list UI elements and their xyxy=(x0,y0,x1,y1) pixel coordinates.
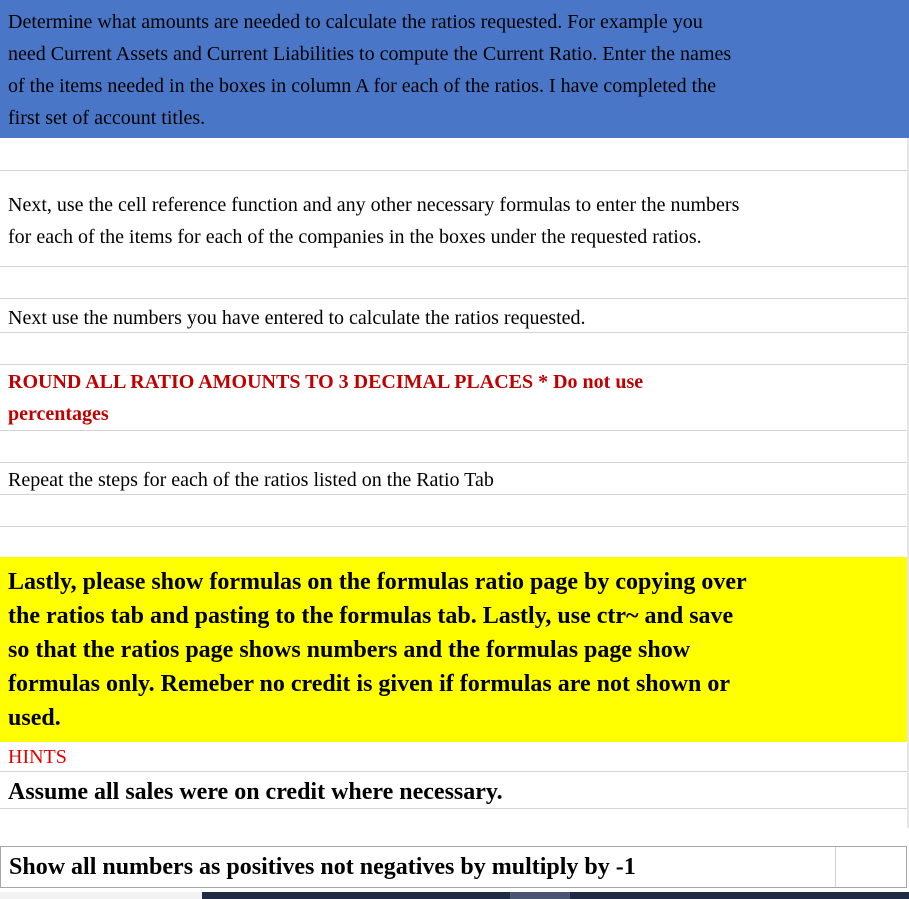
positive-hint-text: Show all numbers as positives not negatives by multiply by -1 xyxy=(9,854,636,880)
lastly-line: so that the ratios page shows numbers and the formulas page show xyxy=(8,637,691,663)
gridline xyxy=(0,298,909,299)
lastly-line: Lastly, please show formulas on the formulas ratio page by copying over xyxy=(8,569,747,595)
gridline xyxy=(0,364,909,365)
gridline xyxy=(0,494,909,495)
gridline xyxy=(0,266,909,267)
intro-line: of the items needed in the boxes in column A for each of the ratios. I have completed the xyxy=(8,75,717,97)
intro-line: Determine what amounts are needed to calculate the ratios requested. For example you xyxy=(8,11,703,33)
intro-line: need Current Assets and Current Liabilities to compute the Current Ratio. Enter the names xyxy=(8,43,732,65)
step-two-instruction-cell[interactable] xyxy=(0,189,909,253)
gridline xyxy=(0,462,909,463)
gridline xyxy=(0,332,909,333)
credit-hint-cell[interactable]: Assume all sales were on credit where necessary. xyxy=(8,779,503,805)
step-three-instruction-cell[interactable]: Next use the numbers you have entered to calculate the ratios requested. xyxy=(8,307,586,329)
lastly-line: used. xyxy=(8,705,61,731)
gridline xyxy=(0,771,909,772)
rounding-line: ROUND ALL RATIO AMOUNTS TO 3 DECIMAL PLACES * Do not use xyxy=(8,371,644,393)
gridline xyxy=(0,170,909,171)
step-two-line: Next, use the cell reference function and any other necessary formulas to enter the numbers xyxy=(8,194,740,216)
intro-line: first set of account titles. xyxy=(8,107,206,129)
repeat-instruction-cell[interactable]: Repeat the steps for each of the ratios listed on the Ratio Tab xyxy=(8,469,494,491)
lastly-line: the ratios tab and pasting to the formulas tab. Lastly, use ctr~ and save xyxy=(8,603,734,629)
hints-label-cell[interactable]: HINTS xyxy=(8,746,67,768)
gridline xyxy=(0,526,909,527)
intro-instructions-cell[interactable] xyxy=(0,0,909,138)
rounding-instruction-cell[interactable] xyxy=(0,366,909,430)
positive-numbers-hint-cell[interactable] xyxy=(0,846,907,888)
scroll-thumb[interactable] xyxy=(510,892,570,899)
gridline xyxy=(0,808,909,809)
lastly-line: formulas only. Remeber no credit is given if formulas are not shown or xyxy=(8,671,730,697)
column-divider xyxy=(835,847,836,888)
gridline xyxy=(0,430,909,431)
formulas-instruction-cell[interactable] xyxy=(0,557,909,742)
step-two-line: for each of the items for each of the companies in the boxes under the requested ratios. xyxy=(8,226,702,248)
bottom-taskbar-strip xyxy=(0,892,909,899)
rounding-line: percentages xyxy=(8,403,109,425)
